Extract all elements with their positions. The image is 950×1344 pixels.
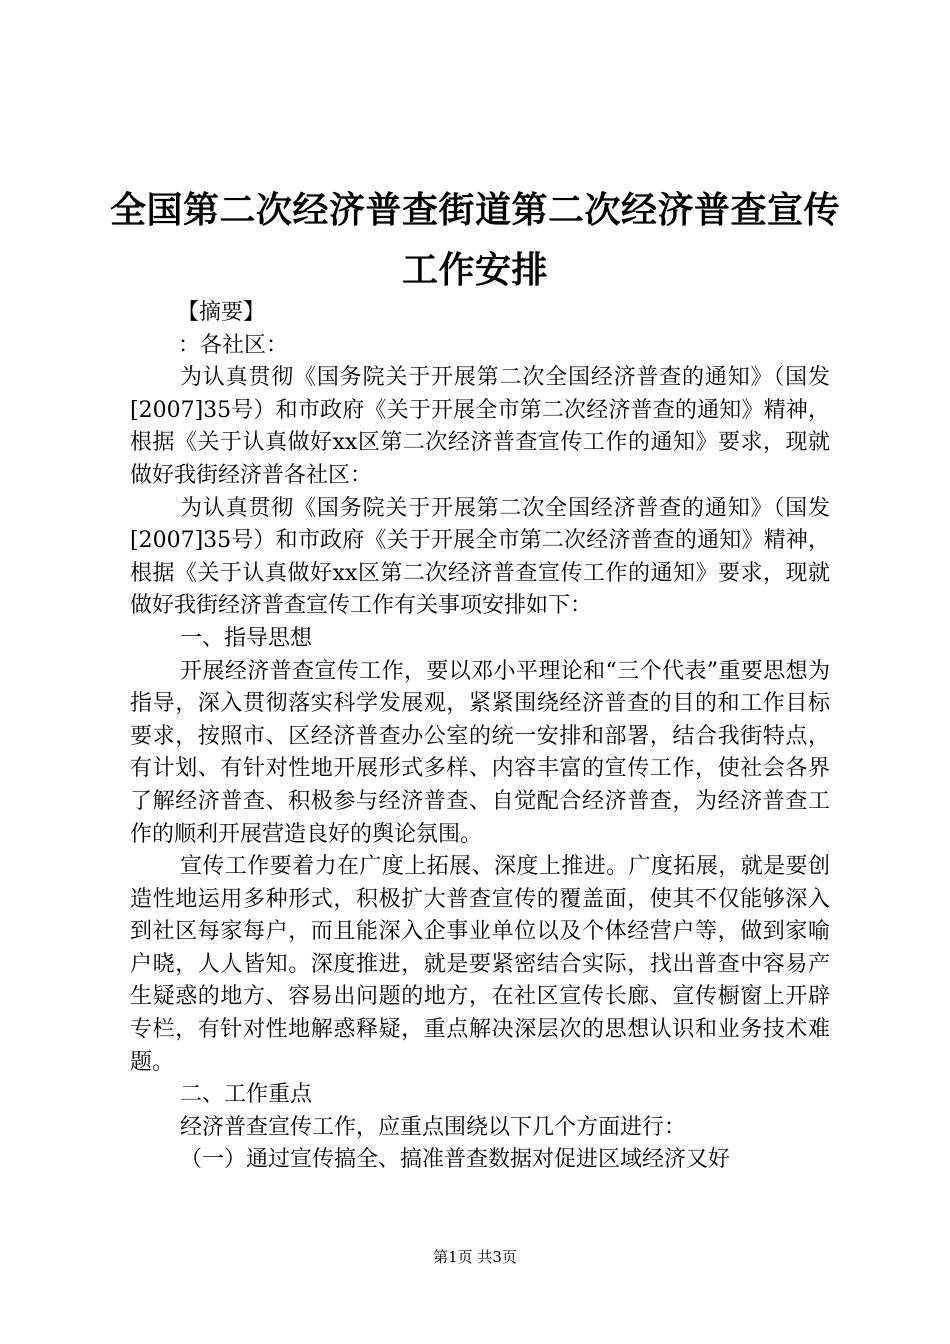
section-heading-guiding-thought: 一、指导思想 bbox=[180, 625, 313, 651]
paragraph-intro-2: 为认真贯彻《国务院关于开展第二次全国经济普查的通知》（国发[2007]35号）和市政府《关于开展全市第二次经济普查的通知》精神，根据《关于认真做好xx区第二次经济普查宣传工作的通知》要求，现就做好我街经济普查宣传工作有关事项安排如下： bbox=[130, 495, 830, 619]
section-heading-key-work: 二、工作重点 bbox=[180, 1082, 313, 1108]
paragraph-item-1: （一）通过宣传搞全、搞准普查数据对促进区域经济又好 bbox=[180, 1147, 731, 1173]
document-body bbox=[130, 297, 830, 1177]
document-title-line-2: 工作安排 bbox=[401, 249, 548, 291]
abstract-label: 【摘要】 bbox=[177, 300, 266, 325]
paragraph-guiding-thought: 开展经济普查宣传工作，要以邓小平理论和“三个代表”重要思想为指导，深入贯彻落实科学发展观，紧紧围绕经济普查的目的和工作目标要求，按照市、区经济普查办公室的统一安排和部署，结合我街特点，有计划、有针对性地开展形式多样、内容丰富的宣传工作，使社会各界了解经济普查、积极参与经济普查、自觉配合经济普查，为经济普查工作的顺利开展营造良好的舆论氛围。 bbox=[130, 658, 830, 847]
page-footer: 第1页 共3页 bbox=[433, 1248, 517, 1266]
paragraph-key-work-intro: 经济普查宣传工作，应重点围绕以下几个方面进行： bbox=[180, 1114, 687, 1140]
document-title-line-1: 全国第二次经济普查街道第二次经济普查宣传 bbox=[109, 189, 840, 231]
paragraph-intro-1: 为认真贯彻《国务院关于开展第二次全国经济普查的通知》（国发[2007]35号）和市政府《关于开展全市第二次经济普查的通知》精神，根据《关于认真做好xx区第二次经济普查宣传工作的通知》要求，现就做好我街经济普各社区： bbox=[130, 365, 830, 488]
salutation: ：各社区： bbox=[178, 332, 289, 358]
paragraph-breadth-depth: 宣传工作要着力在广度上拓展、深度上推进。广度拓展，就是要创造性地运用多种形式，积极扩大普查宣传的覆盖面，使其不仅能够深入到社区每家每户，而且能深入企事业单位以及个体经营户等，做到家喻户晓，人人皆知。深度推进，就是要紧密结合实际，找出普查中容易产生疑惑的地方、容易出问题的地方，在社区宣传长廊、宣传橱窗上开辟专栏，有针对性地解惑释疑，重点解决深层次的思想认识和业务技术难题。 bbox=[130, 854, 830, 1075]
